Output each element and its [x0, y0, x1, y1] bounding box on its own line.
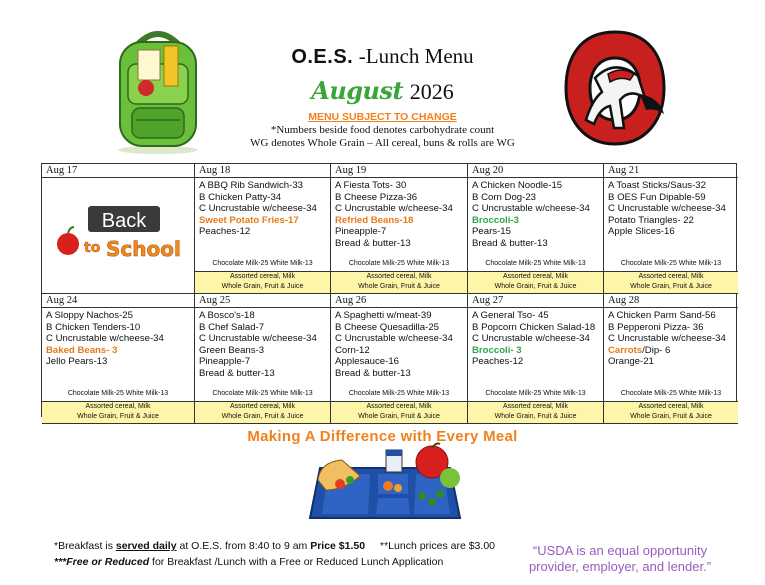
- breakfast-info: [54, 540, 365, 552]
- milk-info: Chocolate Milk-25 White Milk-13: [485, 390, 586, 397]
- menu-item-text: A Chicken Noodle-15: [472, 180, 563, 191]
- breakfast-line-1: Assorted cereal, Milk: [503, 273, 568, 280]
- menu-item: [472, 203, 603, 215]
- menu-item: [335, 310, 467, 322]
- menu-item: [472, 238, 603, 250]
- day-cell: [42, 294, 195, 402]
- breakfast-line-2: Whole Grain, Fruit & Juice: [630, 412, 712, 420]
- to-word: to: [84, 240, 101, 256]
- menu-item: [472, 356, 603, 368]
- menu-calendar: [41, 163, 737, 420]
- day-date: Aug 18: [195, 164, 330, 178]
- menu-item-text: C Uncrustable w/cheese-34: [335, 333, 453, 345]
- menu-item: [608, 345, 738, 357]
- milk-info: Chocolate Milk-25 White Milk-13: [620, 260, 722, 267]
- menu-item-text: Potato Triangles- 22: [608, 214, 694, 226]
- menu-item-text: A Chicken Parm Sand-56: [608, 310, 716, 321]
- menu-item-text: C Uncrustable w/cheese-34: [608, 203, 726, 215]
- menu-item-text: B Popcorn Chicken Salad-18: [472, 321, 596, 333]
- menu-item-text: Bread & butter-13: [472, 237, 548, 249]
- menu-item: [335, 226, 467, 238]
- menu-items: [331, 308, 467, 380]
- usda-line-2: provider, employer, and lender.”: [528, 559, 712, 574]
- menu-item-text: B Cheese Pizza-36: [335, 191, 418, 203]
- menu-item: [335, 356, 467, 368]
- menu-item-text: B Pepperoni Pizza- 36: [608, 321, 704, 333]
- breakfast-bar: [468, 272, 604, 294]
- menu-item-text: C Uncrustable w/cheese-34: [199, 333, 317, 345]
- menu-item: [472, 215, 603, 227]
- menu-item: [608, 310, 738, 322]
- day-date: Aug 19: [331, 164, 467, 178]
- menu-item-text: Peaches-12: [472, 356, 524, 368]
- day-date: Aug 20: [468, 164, 603, 178]
- milk-info: Chocolate Milk-25 White Milk-13: [485, 260, 586, 267]
- menu-item-text: Green Beans-3: [199, 344, 265, 356]
- day-cell: [604, 164, 738, 272]
- breakfast-bar: [195, 272, 331, 294]
- breakfast-bar: [42, 402, 195, 424]
- menu-item: [472, 333, 603, 345]
- breakfast-line-2: Whole Grain, Fruit & Juice: [494, 412, 577, 420]
- day-cell: [331, 164, 468, 272]
- menu-item-text: B Chicken Patty-34: [199, 191, 282, 203]
- breakfast-served-daily: served daily: [115, 540, 177, 552]
- back-to-school-graphic: [54, 200, 181, 266]
- menu-item: [199, 345, 330, 357]
- menu-items: [468, 308, 603, 368]
- menu-item-text: C Uncrustable w/cheese-34: [46, 333, 164, 345]
- day-date: Aug 27: [468, 294, 603, 308]
- breakfast-line-1: Assorted cereal, Milk: [638, 403, 704, 410]
- menu-item-text: Jello Pears-13: [46, 356, 108, 368]
- menu-item-suffix: /Dip- 6: [642, 344, 671, 356]
- menu-item-text: A Toast Sticks/Saus-32: [608, 180, 706, 191]
- menu-item: [472, 192, 603, 204]
- menu-item-text: C Uncrustable w/cheese-34: [608, 333, 726, 345]
- menu-item-text: Baked Beans- 3: [46, 344, 118, 356]
- menu-item-text: B Corn Dog-23: [472, 191, 536, 203]
- breakfast-line-1: Assorted cereal, Milk: [503, 403, 568, 410]
- menu-item: [335, 180, 467, 192]
- breakfast-line-2: Whole Grain, Fruit & Juice: [77, 412, 159, 420]
- menu-item: [472, 226, 603, 238]
- menu-item: [472, 180, 603, 192]
- menu-item-text: Carrots: [608, 344, 643, 356]
- menu-item: [608, 192, 738, 204]
- breakfast-line-2: Whole Grain, Fruit & Juice: [221, 412, 304, 420]
- menu-item-text: Pears-15: [472, 226, 511, 238]
- menu-item: [335, 192, 467, 204]
- menu-item-text: A Fiesta Tots- 30: [335, 180, 407, 191]
- day-cell: [195, 164, 331, 272]
- menu-item-text: B OES Fun Dipable-59: [608, 191, 706, 203]
- breakfast-line-1: Assorted cereal, Milk: [638, 273, 704, 280]
- menu-item: [608, 356, 738, 368]
- menu-item: [472, 310, 603, 322]
- menu-item: [472, 322, 603, 334]
- breakfast-line-2: Whole Grain, Fruit & Juice: [494, 282, 577, 290]
- menu-item: [335, 238, 467, 250]
- milk-info: Chocolate Milk-25 White Milk-13: [67, 390, 169, 397]
- menu-items: [604, 308, 738, 368]
- menu-item-text: Pineapple-7: [335, 226, 387, 238]
- menu-item-text: Peaches-12: [199, 226, 251, 238]
- day-cell: [468, 294, 604, 402]
- day-date: Aug 24: [42, 294, 194, 308]
- menu-item: [46, 345, 194, 357]
- day-cell: [331, 294, 468, 402]
- day-cell: [195, 294, 331, 402]
- menu-item-text: A Bosco's-18: [199, 310, 255, 321]
- day-date: Aug 17: [42, 164, 194, 178]
- menu-item: [335, 345, 467, 357]
- breakfast-bar: [604, 272, 738, 294]
- menu-items: [195, 178, 330, 238]
- month: August: [311, 76, 404, 105]
- menu-item: [199, 368, 330, 380]
- menu-items: [468, 178, 603, 250]
- usda-statement: [500, 543, 740, 575]
- breakfast-line-1: Assorted cereal, Milk: [230, 273, 295, 280]
- day-cell: [42, 164, 195, 294]
- menu-item: [608, 203, 738, 215]
- menu-item: [608, 322, 738, 334]
- school-word: School: [106, 237, 181, 261]
- day-date: Aug 26: [331, 294, 467, 308]
- free-reduced-info: [54, 556, 443, 568]
- menu-item: [608, 333, 738, 345]
- day-cell: [468, 164, 604, 272]
- menu-item-text: A Sloppy Nachos-25: [46, 310, 133, 321]
- breakfast-time: at O.E.S. from 8:40 to 9 am: [176, 540, 311, 552]
- menu-item-text: Bread & butter-13: [335, 367, 411, 379]
- menu-item: [199, 215, 330, 227]
- menu-item: [608, 226, 738, 238]
- menu-item: [608, 215, 738, 227]
- breakfast-line-2: Whole Grain, Fruit & Juice: [358, 412, 440, 420]
- day-cell: [604, 294, 738, 402]
- menu-items: [195, 308, 330, 380]
- menu-item-text: C Uncrustable w/cheese-34: [472, 203, 590, 215]
- menu-item: [335, 203, 467, 215]
- menu-item: [199, 180, 330, 192]
- lunch-tray-illustration: [300, 440, 470, 520]
- menu-item-text: Bread & butter-13: [199, 367, 275, 379]
- usda-line-1: “USDA is an equal opportunity: [532, 543, 708, 558]
- menu-items: [331, 178, 467, 250]
- menu-item-text: C Uncrustable w/cheese-34: [199, 203, 317, 215]
- menu-item-text: Apple Slices-16: [608, 226, 675, 238]
- menu-item: [46, 356, 194, 368]
- menu-item-text: C Uncrustable w/cheese-34: [472, 333, 590, 345]
- menu-item: [199, 203, 330, 215]
- menu-items: [42, 308, 194, 368]
- menu-item-text: Pineapple-7: [199, 356, 251, 368]
- menu-change-notice: MENU SUBJECT TO CHANGE: [308, 111, 457, 123]
- breakfast-line-1: Assorted cereal, Milk: [230, 403, 295, 410]
- menu-item: [199, 310, 330, 322]
- breakfast-line-2: Whole Grain, Fruit & Juice: [358, 282, 440, 290]
- menu-item-text: B Chicken Tenders-10: [46, 321, 141, 333]
- menu-item-text: Broccoli- 3: [472, 344, 522, 356]
- slogan: Making A Difference with Every Meal: [247, 428, 518, 445]
- menu-item: [46, 322, 194, 334]
- menu-item: [335, 333, 467, 345]
- breakfast-bar: [468, 402, 604, 424]
- year: 2026: [409, 79, 454, 104]
- milk-info: Chocolate Milk-25 White Milk-13: [348, 390, 450, 397]
- back-word: Back: [101, 210, 147, 232]
- milk-info: Chocolate Milk-25 White Milk-13: [212, 260, 313, 267]
- menu-item: [46, 333, 194, 345]
- menu-item: [472, 345, 603, 357]
- menu-item-text: Refried Beans-18: [335, 214, 414, 226]
- menu-item: [199, 226, 330, 238]
- menu-item-text: Orange-21: [608, 356, 654, 368]
- menu-item-text: C Uncrustable w/cheese-34: [335, 203, 453, 215]
- menu-label: -Lunch Menu: [358, 44, 474, 68]
- menu-item-text: Corn-12: [335, 344, 370, 356]
- breakfast-pre: *Breakfast is: [54, 540, 116, 552]
- lunch-price: **Lunch prices are $3.00: [380, 540, 495, 552]
- school-name: O.E.S.: [291, 46, 354, 68]
- menu-item: [335, 215, 467, 227]
- menu-item: [335, 368, 467, 380]
- menu-item-text: Sweet Potato Fries-17: [199, 214, 299, 226]
- menu-item-text: Broccoli-3: [472, 214, 519, 226]
- breakfast-line-1: Assorted cereal, Milk: [366, 273, 432, 280]
- menu-item-text: A BBQ Rib Sandwich-33: [199, 180, 303, 191]
- breakfast-line-2: Whole Grain, Fruit & Juice: [630, 282, 712, 290]
- menu-item: [46, 310, 194, 322]
- whole-grain-note: WG denotes Whole Grain – All cereal, buns & rolls are WG: [250, 137, 515, 149]
- milk-info: Chocolate Milk-25 White Milk-13: [212, 390, 313, 397]
- breakfast-bar: [604, 402, 738, 424]
- milk-info: Chocolate Milk-25 White Milk-13: [348, 260, 450, 267]
- milk-info: Chocolate Milk-25 White Milk-13: [620, 390, 722, 397]
- menu-items: [604, 178, 738, 238]
- free-reduced-text: for Breakfast /Lunch with a Free or Reduced Lunch Application: [149, 556, 444, 568]
- menu-title: [0, 44, 765, 69]
- menu-item: [199, 322, 330, 334]
- breakfast-bar: [331, 272, 468, 294]
- month-year: [0, 76, 765, 106]
- menu-item-text: Bread & butter-13: [335, 237, 411, 249]
- breakfast-bar: [195, 402, 331, 424]
- menu-item: [199, 192, 330, 204]
- breakfast-line-2: Whole Grain, Fruit & Juice: [221, 282, 304, 290]
- menu-item: [608, 180, 738, 192]
- menu-item: [335, 322, 467, 334]
- menu-item: [199, 356, 330, 368]
- day-date: Aug 21: [604, 164, 738, 178]
- breakfast-price: Price $1.50: [310, 540, 366, 552]
- menu-item-text: B Chef Salad-7: [199, 321, 265, 333]
- breakfast-line-1: Assorted cereal, Milk: [366, 403, 432, 410]
- menu-item-text: A Spaghetti w/meat-39: [335, 310, 432, 321]
- breakfast-line-1: Assorted cereal, Milk: [85, 403, 151, 410]
- menu-item-text: A General Tso- 45: [472, 310, 549, 321]
- menu-item-text: Applesauce-16: [335, 356, 400, 368]
- breakfast-bar: [331, 402, 468, 424]
- day-date: Aug 28: [604, 294, 738, 308]
- menu-item-text: B Cheese Quesadilla-25: [335, 321, 439, 333]
- menu-item: [199, 333, 330, 345]
- day-date: Aug 25: [195, 294, 330, 308]
- free-reduced-label: ***Free or Reduced: [54, 556, 150, 568]
- carb-count-note: *Numbers beside food denotes carbohydrate count: [270, 124, 495, 136]
